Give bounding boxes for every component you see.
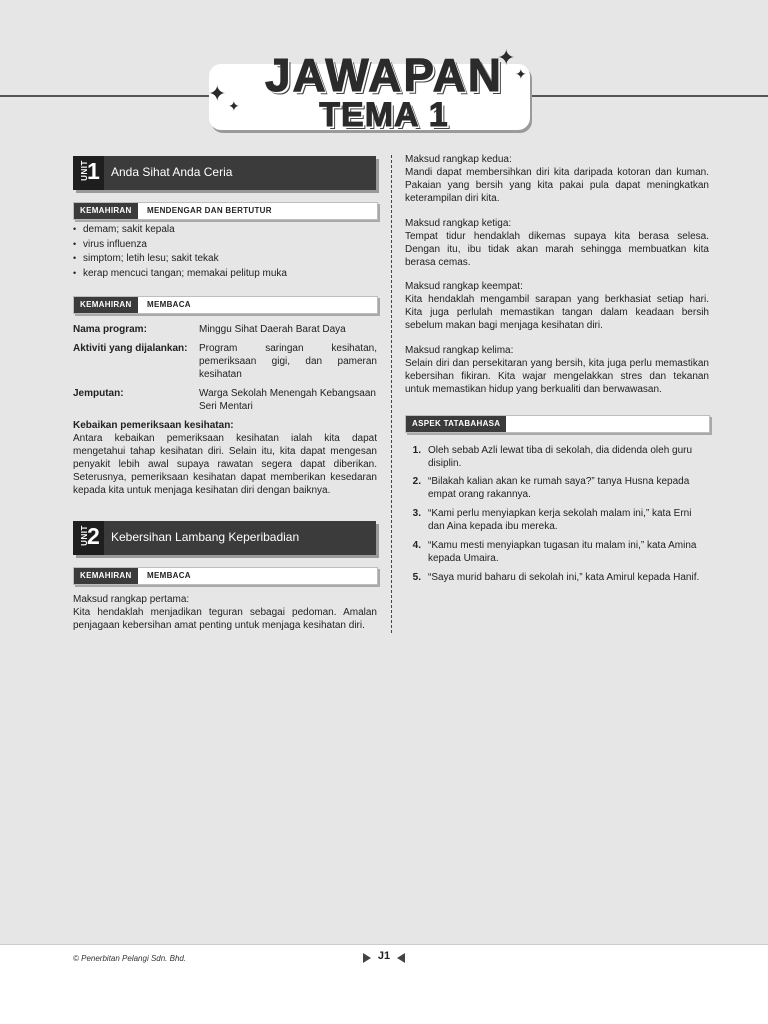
list-line: “Saya murid baharu di sekolah ini,” kata Amirul kepada Hanif. [428,572,700,583]
skill-bar [73,202,378,220]
paragraph [405,293,709,332]
unit-title: Anda Sihat Anda Ceria [111,165,233,179]
paragraph-line: untuk memastikan hidup yang berkualiti dan berwawasan. [405,384,662,395]
stanza-heading: Maksud rangkap keempat: [405,281,523,292]
skill-label: MEMBACA [147,300,191,309]
list-line: Oleh sebab Azli lewat tiba di sekolah, dia didenda oleh guru [428,445,693,456]
copyright-text: © Penerbitan Pelangi Sdn. Bhd. [73,954,187,963]
skill-label: MENDENGAR DAN BERTUTUR [147,206,272,215]
info-value: Minggu Sihat Daerah Barat Daya [199,324,346,335]
paragraph [405,230,709,269]
list-item: • kerap mencuci tangan; memakai pelitup muka [83,267,287,280]
list-line: “Bilakah kalian akan ke rumah saya?” tanya Husna kepada [428,476,690,487]
info-line: kesihatan [199,369,242,380]
info-label: Aktiviti yang dijalankan: [73,343,188,354]
list-item [428,571,699,584]
list-item: • virus influenza [83,238,147,251]
unit-number: 2 [87,523,100,549]
paragraph-line: Antara kebaikan pemeriksaan kesihatan ialah kita dapat [73,433,377,444]
paragraph-line: mengetahui tahap kesihatan diri. Selain itu, kita dapat mengesan [73,446,377,457]
section-heading: Kebaikan pemeriksaan kesihatan: [73,420,234,431]
banner-subtitle: TEMA 1 [319,96,449,134]
skill-bar [73,567,378,585]
list-line: “Kamu mesti menyiapkan tugasan itu malam ini,” kata Amina [428,540,697,551]
column-divider [391,155,392,633]
paragraph [73,432,377,497]
info-label: Jemputan: [73,388,124,399]
skill-tag: KEMAHIRAN [74,568,138,584]
skill-bar [405,415,710,433]
stanza-heading: Maksud rangkap pertama: [73,594,190,605]
sparkle-icon: ✦ [208,82,227,107]
paragraph-line: kepada kita untuk menjaga kesihatan diri dengan baiknya. [73,485,331,496]
unit-word: UNIT [79,525,89,546]
list-item: • simptom; letih lesu; sakit tekak [83,252,219,265]
paragraph-line: berasa cemas. [405,257,471,268]
stanza-heading: Maksud rangkap ketiga: [405,218,512,229]
unit-tab [73,156,104,190]
paragraph-line: penyakit lebih awal supaya rawatan segera dapat diberikan. [73,459,377,470]
item-number: 1. [412,445,421,456]
paragraph-line: penjagaan kebersihan amat penting untuk menjaga kesihatan diri. [73,620,365,631]
list-item: • demam; sakit kepala [83,223,175,236]
info-value [199,342,377,381]
unit-2-header [73,521,376,555]
info-line: Warga Sekolah Menengah Kebangsaan [199,388,376,399]
skill-tag: KEMAHIRAN [74,203,138,219]
skill-bar [73,296,378,314]
list-item [428,539,696,565]
unit-tab [73,521,104,555]
list-item [428,475,689,501]
list-line: dan Aina kepada ibu mereka. [428,521,558,532]
list-line: kepada Umaira. [428,553,499,564]
paragraph-line: sebelum makan bagi menjaga kesihatan diri. [405,320,603,331]
paragraph-line: Dengan itu, ibu tidak akan marah sehingga membuatkan kita [405,244,709,255]
info-line: pemeriksaan gigi, dan pameran [199,356,377,367]
paragraph-line: Seterusnya, pemeriksaan kesihatan dapat memberikan kesedaran [73,472,377,483]
paragraph-line: Kita juga perlulah memastikan tangan dalam keadaan bersih [405,307,709,318]
paragraph-line: Selain diri dan persekitaran yang bersih, kita juga perlu memastikan [405,358,709,369]
skill-tag: KEMAHIRAN [74,297,138,313]
sparkle-icon: ✦ [497,46,516,71]
sparkle-icon: ✦ [228,99,240,115]
paragraph-line: Tempat tidur hendaklah dikemas supaya kita berasa selesa. [405,231,709,242]
banner-title: JAWAPAN [264,49,504,101]
paragraph-line: Kita hendaklah mengambil sarapan yang berkhasiat setiap hari. [405,294,709,305]
list-item [428,507,691,533]
list-line: disiplin. [428,458,462,469]
paragraph [405,166,709,205]
skill-tag: ASPEK TATABAHASA [406,416,506,432]
paragraph-line: Kita hendaklah menjadikan teguran sebagai pedoman. Amalan [73,607,377,618]
unit-number: 1 [87,158,100,184]
paragraph-line: keterampilan diri kita. [405,193,500,204]
info-line: Seri Mentari [199,401,253,412]
unit-title: Kebersihan Lambang Keperibadian [111,530,300,544]
footer-rule [0,944,768,945]
skill-label: MEMBACA [147,571,191,580]
list-line: “Kami perlu menyiapkan kerja sekolah malam ini,” kata Erni [428,508,692,519]
stanza-heading: Maksud rangkap kelima: [405,345,514,356]
list-line: empat orang rakannya. [428,489,531,500]
paragraph-line: Pakaian yang bersih yang kita pakai pula dapat meningkatkan [405,180,709,191]
sparkle-icon: ✦ [515,67,527,83]
item-number: 2. [412,476,421,487]
paragraph-line: Mandi dapat membersihkan diri kita daripada kotoran dan kuman. [405,167,709,178]
info-line: Program saringan kesihatan, [199,343,377,354]
info-label: Nama program: [73,324,147,335]
item-number: 4. [412,540,421,551]
list-item [428,444,692,470]
page-number [360,950,408,966]
item-number: 5. [412,572,421,583]
stanza-heading: Maksud rangkap kedua: [405,154,512,165]
unit-word: UNIT [79,160,89,181]
item-number: 3. [412,508,421,519]
page-number-label: J1 [377,950,391,962]
unit-1-header [73,156,376,190]
paragraph [405,357,709,396]
info-value [199,387,376,413]
paragraph-line: kebersihan fikiran. Kita wajar mengelakkan stres dan tekanan [405,371,709,382]
triangle-left-icon [397,953,405,963]
paragraph [73,606,377,632]
